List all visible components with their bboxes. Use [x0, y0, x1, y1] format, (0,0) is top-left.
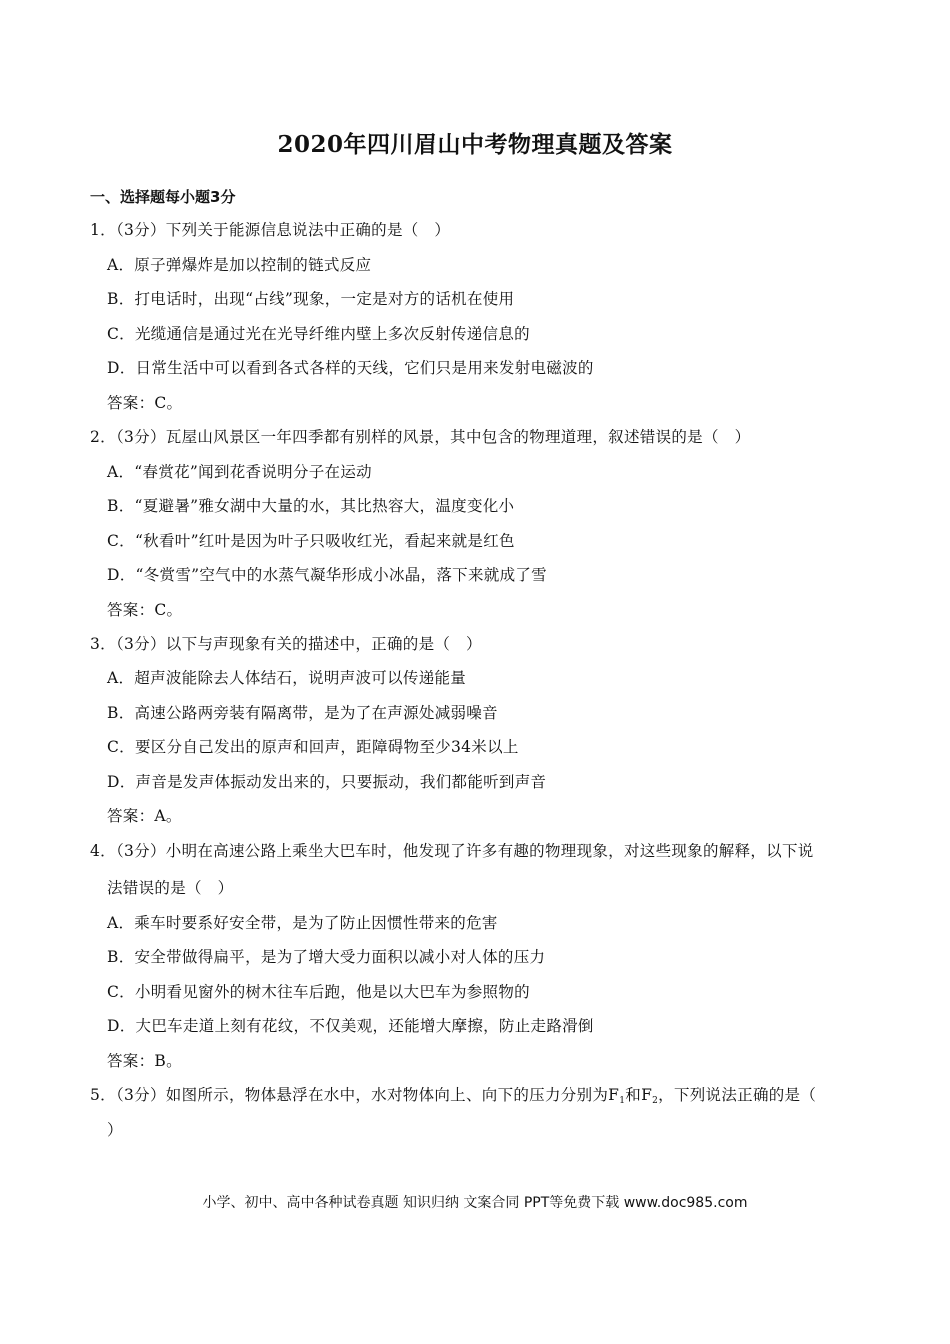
section-heading: 一、选择题每小题3分: [90, 188, 236, 206]
question-1-option-c: C．光缆通信是通过光在光导纤维内壁上多次反射传递信息的: [107, 325, 530, 343]
question-4-option-b: B．安全带做得扁平，是为了增大受力面积以减小对人体的压力: [107, 948, 546, 966]
question-3-option-c: C．要区分自己发出的原声和回声，距障碍物至少34米以上: [107, 738, 519, 756]
question-4-option-a: A．乘车时要系好安全带，是为了防止因惯性带来的危害: [107, 914, 498, 932]
question-1-option-a: A．原子弹爆炸是加以控制的链式反应: [107, 256, 372, 274]
force-f2-subscript: 2: [652, 1096, 659, 1106]
question-3-option-a: A．超声波能除去人体结石，说明声波可以传递能量: [107, 669, 467, 687]
question-3-answer: 答案：A。: [107, 807, 182, 825]
question-1-answer: 答案：C。: [107, 394, 183, 412]
question-3-option-b: B．高速公路两旁装有隔离带，是为了在声源处减弱噪音: [107, 704, 498, 722]
question-3-stem: 3．（3分）以下与声现象有关的描述中，正确的是（ ）: [90, 635, 482, 653]
page-title: 2020年四川眉山中考物理真题及答案: [277, 131, 673, 158]
question-1-option-b: B．打电话时，出现“占线”现象，一定是对方的话机在使用: [107, 290, 515, 308]
question-5-stem-part-1: 5．（3分）如图所示，物体悬浮在水中，水对物体向上、向下的压力分别为F: [90, 1086, 620, 1104]
question-3-option-d: D．声音是发声体振动发出来的，只要振动，我们都能听到声音: [107, 773, 547, 791]
question-4-option-d: D．大巴车走道上刻有花纹，不仅美观，还能增大摩擦，防止走路滑倒: [107, 1017, 594, 1035]
question-5-stem-part-3: ，下列说法正确的是（: [658, 1086, 817, 1104]
question-5-stem-part-2: 和F: [625, 1086, 653, 1104]
question-5-stem-continued: ）: [107, 1121, 123, 1139]
question-4-stem: 4．（3分）小明在高速公路上乘坐大巴车时，他发现了许多有趣的物理现象，对这些现象的解释，以下说: [90, 842, 814, 860]
question-4-answer: 答案：B。: [107, 1052, 182, 1070]
question-1-option-d: D．日常生活中可以看到各式各样的天线，它们只是用来发射电磁波的: [107, 359, 594, 377]
question-2-stem: 2．（3分）瓦屋山风景区一年四季都有别样的风景，其中包含的物理道理，叙述错误的是（ ）: [90, 428, 751, 446]
page-footer: 小学、初中、高中各种试卷真题 知识归纳 文案合同 PPT等免费下载 www.doc985.com: [202, 1195, 748, 1211]
question-4-option-c: C．小明看见窗外的树木往车后跑，他是以大巴车为参照物的: [107, 983, 530, 1001]
question-2-option-a: A．“春赏花”闻到花香说明分子在运动: [107, 463, 372, 481]
question-4-stem-continued: 法错误的是（ ）: [107, 879, 234, 897]
question-2-option-d: D．“冬赏雪”空气中的水蒸气凝华形成小冰晶，落下来就成了雪: [107, 566, 547, 584]
question-1-stem: 1．（3分）下列关于能源信息说法中正确的是（ ）: [90, 221, 451, 239]
force-f1-subscript: 1: [619, 1096, 626, 1106]
question-2-option-c: C．“秋看叶”红叶是因为叶子只吸收红光，看起来就是红色: [107, 532, 515, 550]
question-2-option-b: B．“夏避暑”雅女湖中大量的水，其比热容大，温度变化小: [107, 497, 515, 515]
question-5-stem: [90, 1083, 816, 1106]
question-2-answer: 答案：C。: [107, 601, 183, 619]
